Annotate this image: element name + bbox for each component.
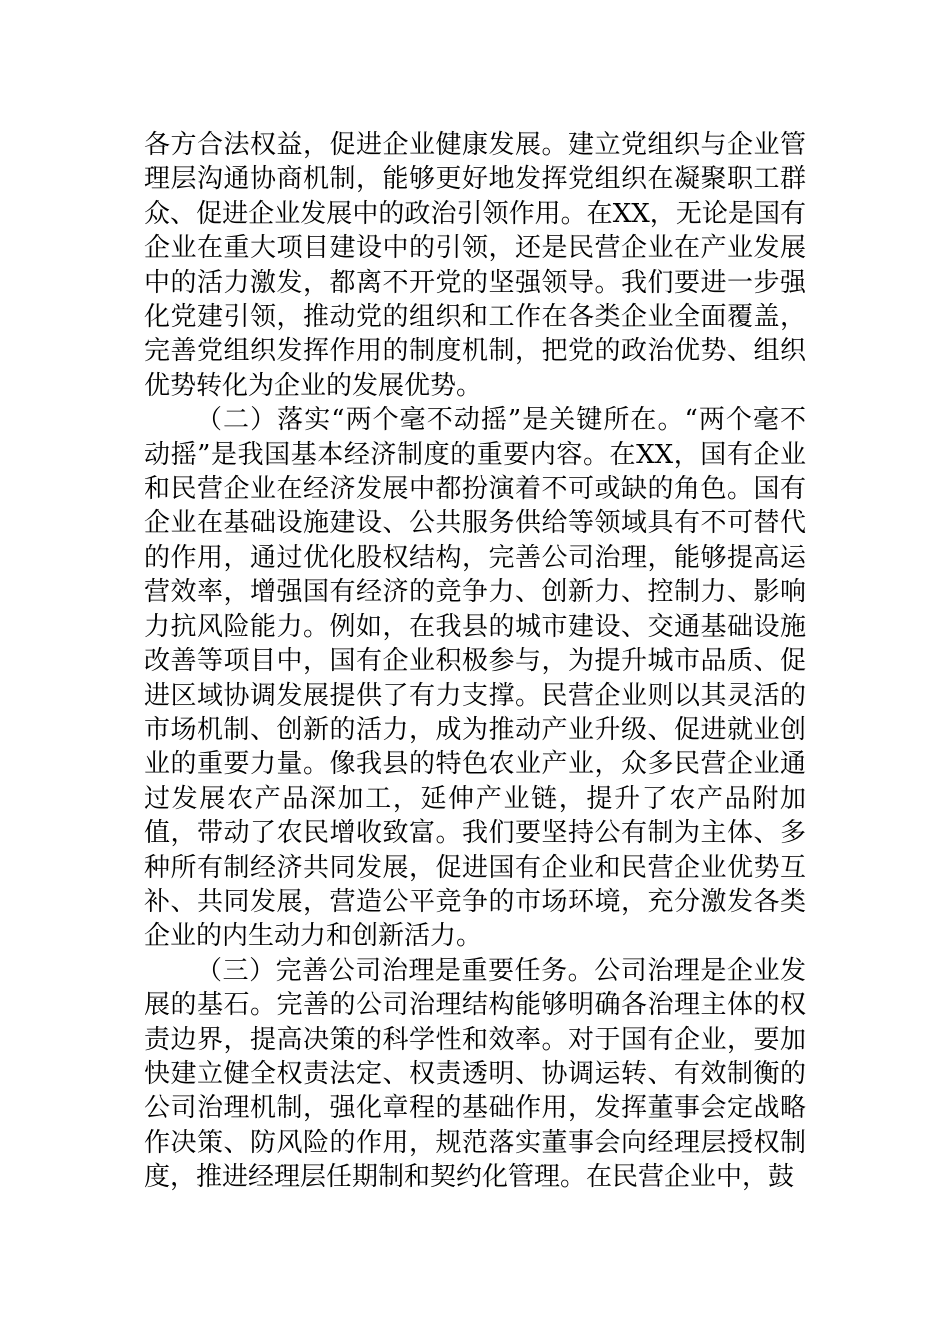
paragraph-corporate-governance: （三）完善公司治理是重要任务。公司治理是企业发展的基石。完善的公司治理结构能够明确各治理主体的权责边界，提高决策的科学性和效率。对于国有企业，要加快建立健全权责法定、权责透明、协调运转、有效制衡的公司治理机制，强化章程的基础作用，发挥董事会定战略作决策、防风险的作用，规范落实董事会向经理层授权制度，推进经理层任期制和契约化管理。在民营企业中，鼓 — [144, 955, 806, 1193]
paragraph-two-unwavering: （二）落实“两个毫不动摇”是关键所在。“两个毫不动摇”是我国基本经济制度的重要内容。在XX，国有企业和民营企业在经济发展中都扮演着不可或缺的角色。国有企业在基础设施建设、公共服务供给等领域具有不可替代的作用，通过优化股权结构，完善公司治理，能够提高运营效率，增强国有经济的竞争力、创新力、控制力、影响力抗风险能力。例如，在我县的城市建设、交通基础设施改善等项目中，国有企业积极参与，为提升城市品质、促进区域协调发展提供了有力支撑。民营企业则以其灵活的市场机制、创新的活力，成为推动产业升级、促进就业创业的重要力量。像我县的特色农业产业，众多民营企业通过发展农产品深加工，延伸产业链，提升了农产品附加值，带动了农民增收致富。我们要坚持公有制为主体、多种所有制经济共同发展，促进国有企业和民营企业优势互补、共同发展，营造公平竞争的市场环境，充分激发各类企业的内生动力和创新活力。 — [144, 405, 806, 952]
paragraph-continuation: 各方合法权益，促进企业健康发展。建立党组织与企业管理层沟通协商机制，能够更好地发挥党组织在凝聚职工群众、促进企业发展中的政治引领作用。在XX，无论是国有企业在重大项目建设中的引领，还是民营企业在产业发展中的活力激发，都离不开党的坚强领导。我们要进一步强化党建引领，推动党的组织和工作在各类企业全面覆盖，完善党组织发挥作用的制度机制，把党的政治优势、组织优势转化为企业的发展优势。 — [144, 130, 806, 401]
body-text — [144, 128, 806, 1195]
